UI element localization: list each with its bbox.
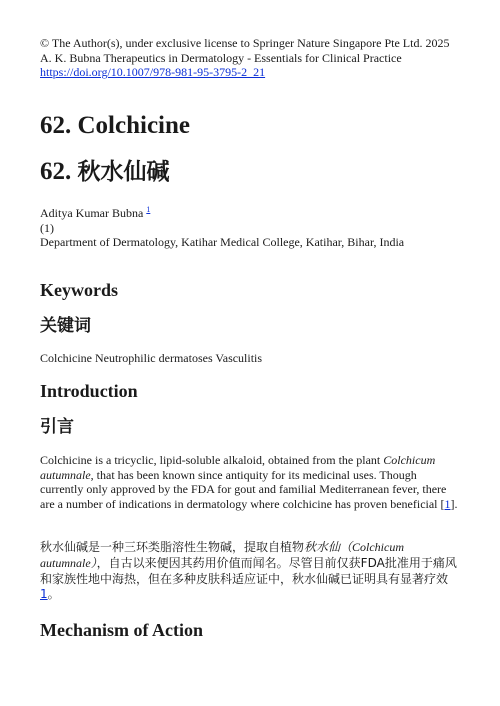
intro-en-text-2: , that has been known since antiquity for its medicinal uses. Though currently only approved by the FDA for gout and familial Mediterranean fever, there are a number of indications in dermatology where colchicine has proven beneficial [: [40, 467, 447, 511]
author-block: [40, 206, 460, 250]
chapter-title-zh-text: 秋水仙碱: [77, 159, 170, 185]
keywords-heading-en: Keywords: [40, 280, 118, 300]
intro-zh-text-3: 。: [47, 587, 60, 602]
chapter-number: 62.: [40, 112, 72, 139]
chapter-title-en-text: Colchicine: [77, 112, 190, 139]
introduction-paragraph-zh: [40, 540, 460, 603]
chapter-title-en: [40, 111, 460, 141]
intro-en-text-1: Colchicine is a tricyclic, lipid-soluble alkaloid, obtained from the plant: [40, 453, 384, 467]
author-affiliation-link[interactable]: 1: [146, 205, 151, 214]
intro-en-species: Colchicum autumnale: [40, 453, 436, 482]
doi-link[interactable]: https://doi.org/10.1007/978-981-95-3795-2_21: [40, 65, 266, 80]
publication-meta: [40, 36, 460, 80]
keywords-heading-zh: 关键词: [40, 316, 91, 336]
intro-zh-species: 秋水仙（Colchicum autumnale）: [40, 540, 405, 570]
reference-link-zh-1[interactable]: 1: [40, 587, 48, 602]
chapter-number-zh: 62.: [40, 158, 72, 185]
keywords-text: Colchicine Neutrophilic dermatoses Vasculitis: [40, 351, 263, 365]
introduction-paragraph-en: [40, 453, 460, 511]
introduction-heading-en: Introduction: [40, 381, 138, 401]
introduction-heading-zh: 引言: [40, 417, 74, 437]
chapter-title-zh: [40, 157, 460, 187]
book-source-line: A. K. Bubna Therapeutics in Dermatology - Essentials for Clinical Practice: [40, 50, 402, 65]
intro-zh-text-2: ，自古以来便因其药用价值而闻名。尽管目前仅获FDA批准用于痛风和家族性地中海热，但在多种皮肤科适应证中，秋水仙碱已证明具有显著疗效: [40, 555, 457, 586]
affiliation-number: (1): [40, 220, 54, 235]
reference-link-1[interactable]: 1: [444, 496, 451, 511]
affiliation-text: Department of Dermatology, Katihar Medical College, Katihar, Bihar, India: [40, 235, 405, 250]
intro-en-text-3: ].: [450, 496, 458, 511]
copyright-line: © The Author(s), under exclusive license to Springer Nature Singapore Pte Ltd. 2025: [40, 36, 450, 50]
mechanism-heading-en: Mechanism of Action: [40, 620, 203, 640]
intro-zh-text-1: 秋水仙碱是一种三环类脂溶性生物碱，提取自植物: [40, 540, 305, 554]
author-name: Aditya Kumar Bubna: [40, 206, 144, 220]
